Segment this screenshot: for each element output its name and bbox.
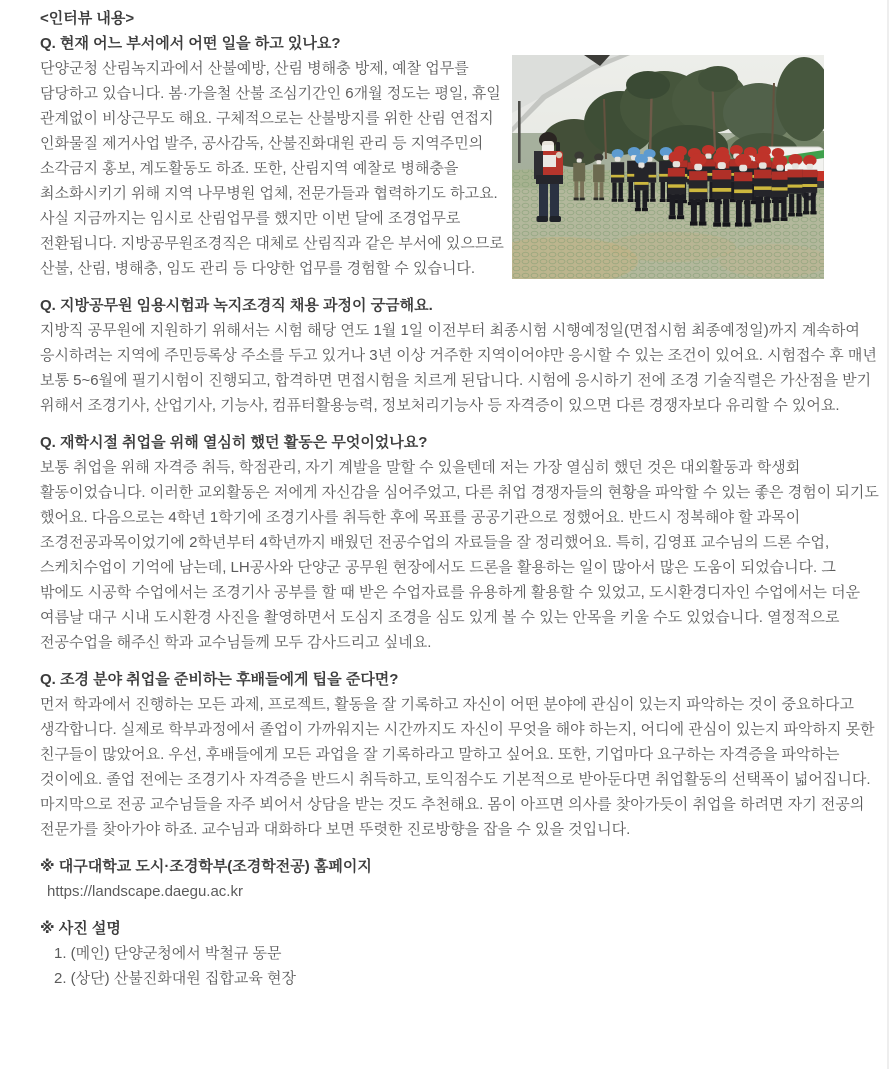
fire-crew-training-photo <box>512 55 824 279</box>
page-title: <인터뷰 내용> <box>40 10 135 27</box>
question-exam: Q. 지방공무원 임용시험과 녹지조경직 채용 과정이 궁금해요. <box>40 297 433 314</box>
question-tips: Q. 조경 분야 취업을 준비하는 후배들에게 팁을 준다면? <box>40 671 399 688</box>
photo-notes-label: ※ 사진 설명 <box>40 920 121 937</box>
qa-section-department <box>40 31 880 281</box>
homepage-link[interactable]: https://landscape.daegu.ac.kr <box>47 883 243 900</box>
answer-tips: 먼저 학과에서 진행하는 모든 과제, 프로젝트, 활동을 잘 기록하고 자신이 어떤 분야에 관심이 있는지 파악하는 것이 중요하다고 생각합니다. 실제로 학부과정에서 졸업이 가까워지는 시간까지도 자신이 무엇을 해야 하는지, 어디에 관심이 있는지 파악하지 못한 친구들이 많았어요. 우선, 후배들에게 모든 과업을 잘 기록하라고 말하고 싶어요. 또한, 기업마다 요구하는 자격증을 파악하는 것이에요. 졸업 전에는 조경기사 자격증을 반드시 취득하고, 토익점수도 기본적으로 받아둔다면 취업활동의 선택폭이 넓어집니다. 마지막으로 전공 교수님들을 자주 뵈어서 상담을 받는 것도 추천해요. 몸이 아프면 의사를 찾아가듯이 취업을 하려면 자기 전공의 전문가를 찾아가야 하죠. 교수님과 대화하다 보면 뚜렷한 진로방향을 잡을 수 있을 것입니다. <box>40 696 875 838</box>
footer-homepage-block <box>40 854 880 904</box>
footer-photo-notes-block <box>40 916 880 991</box>
question-activities: Q. 재학시절 취업을 위해 열심히 했던 활동은 무엇이었나요? <box>40 434 428 451</box>
qa-section-activities <box>40 430 880 655</box>
photo-note-item: 1. (메인) 단양군청에서 박철규 동문 <box>54 945 282 962</box>
photo-note-item: 2. (상단) 산불진화대원 집합교육 현장 <box>54 970 297 987</box>
answer-activities: 보통 취업을 위해 자격증 취득, 학점관리, 자기 계발을 말할 수 있을텐데 저는 가장 열심히 했던 것은 대외활동과 학생회 활동이었습니다. 이러한 교외활동은 저에게 자신감을 심어주었고, 다른 취업 경쟁자들의 현황을 파악할 수 있는 좋은 경험이 되기도 했어요. 다음으로는 4학년 1학기에 조경기사를 취득한 후에 목표를 공공기관으로 정했어요. 반드시 정복해야 할 과목이 조경전공과목이었기에 2학년부터 4학년까지 배웠던 전공수업의 자료들을 잘 정리했어요. 특히, 김영표 교수님의 드론 수업, 스케치수업이 기억에 남는데, LH공사와 단양군 공무원 현장에서도 드론을 활용하는 일이 많아서 많은 도움이 되었습니다. 그 밖에도 시공학 수업에서는 조경기사 공부를 할 때 받은 수업자료를 유용하게 활용할 수 있었고, 도시환경디자인 수업에서는 더운 여름날 대구 시내 도시환경 사진을 촬영하면서 도심지 조경을 심도 있게 볼 수 있는 안목을 키울 수도 있었습니다. 열정적으로 전공수업을 해주신 학과 교수님들께 모두 감사드리고 싶네요. <box>40 459 879 651</box>
answer-exam: 지방직 공무원에 지원하기 위해서는 시험 해당 연도 1월 1일 이전부터 최종시험 시행예정일(면접시험 최종예정일)까지 계속하여 응시하려는 지역에 주민등록상 주소를 두고 있거나 3년 이상 거주한 지역이어야만 응시할 수 있는 조건이 있어요. 시험접수 후 매년 보통 5~6월에 필기시험이 진행되고, 합격하면 면접시험을 치르게 된답니다. 시험에 응시하기 전에 조경 기술직렬은 가산점을 받기 위해서 조경기사, 산업기사, 기능사, 컴퓨터활용능력, 정보처리기능사 등 자격증이 있으면 다른 경쟁자보다 유리할 수 있어요. <box>40 322 877 414</box>
page-edge-line <box>887 0 889 1069</box>
qa-row <box>40 56 880 281</box>
qa-section-tips <box>40 667 880 842</box>
qa-section-exam <box>40 293 880 418</box>
homepage-label: ※ 대구대학교 도시·조경학부(조경학전공) 홈페이지 <box>40 858 372 875</box>
homepage-url-line <box>40 879 880 904</box>
question-department: Q. 현재 어느 부서에서 어떤 일을 하고 있나요? <box>40 35 341 52</box>
answer-department: 단양군청 산림녹지과에서 산불예방, 산림 병해충 방제, 예찰 업무를 담당하고 있습니다. 봄·가을철 산불 조심기간인 6개월 정도는 평일, 휴일 관계없이 비상근무도 해요. 구체적으로는 산불방지를 위한 산림 연접지 인화물질 제거사업 발주, 공사감독, 산불진화대원 관리 등 지역주민의 소각금지 홍보, 계도활동도 하죠. 또한, 산림지역 예찰로 병해충을 최소화시키기 위해 지역 나무병원 업체, 전문가들과 협력하기도 하고요. 사실 지금까지는 임시로 산림업무를 했지만 이번 달에 조경업무로 전환됩니다. 지방공무원조경직은 대체로 산림직과 같은 부서에 있으므로 산불, 산림, 병해충, 임도 관리 등 다양한 업무를 경험할 수 있습니다. <box>40 60 504 277</box>
